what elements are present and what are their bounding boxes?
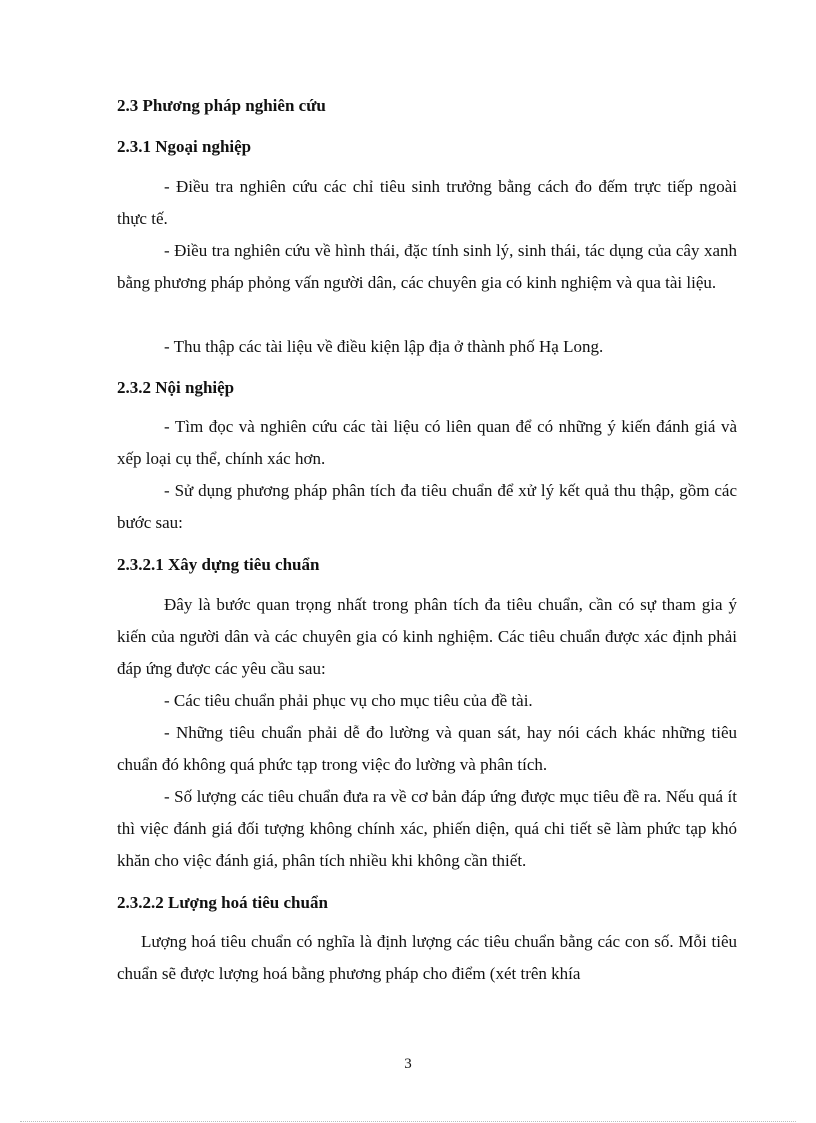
page-bottom-divider (20, 1121, 796, 1122)
luong-hoa-paragraph: Lượng hoá tiêu chuẩn có nghĩa là định lượng các tiêu chuẩn bằng các con số. Mỗi tiêu chuẩn sẽ được lượng hoá bằng phương pháp cho điểm (xét trên khía (117, 932, 737, 983)
xay-dung-item-2: - Những tiêu chuẩn phải dễ đo lường và quan sát, hay nói cách khác những tiêu chuẩn đó không quá phức tạp trong việc đo lường và phân tích. (117, 723, 737, 774)
ngoai-nghiep-item-3: - Thu thập các tài liệu về điều kiện lập địa ở thành phố Hạ Long. (164, 337, 604, 356)
section-2-3-1-heading: 2.3.1 Ngoại nghiệp (117, 137, 252, 156)
page-number: 3 (404, 1056, 412, 1072)
section-2-3-heading: 2.3 Phương pháp nghiên cứu (117, 96, 326, 115)
section-2-3-2-2-heading: 2.3.2.2 Lượng hoá tiêu chuẩn (117, 893, 328, 912)
section-2-3-2-heading: 2.3.2 Nội nghiệp (117, 378, 235, 397)
noi-nghiep-item-2: - Sử dụng phương pháp phân tích đa tiêu chuẩn để xử lý kết quả thu thập, gồm các bước sau: (117, 481, 737, 532)
xay-dung-intro: Đây là bước quan trọng nhất trong phân tích đa tiêu chuẩn, cần có sự tham gia ý kiến của người dân và các chuyên gia có kinh nghiệm. Các tiêu chuẩn được xác định phải đáp ứng được các yêu cầu sau: (117, 595, 737, 678)
xay-dung-item-1: - Các tiêu chuẩn phải phục vụ cho mục tiêu của đề tài. (164, 691, 533, 710)
noi-nghiep-item-1: - Tìm đọc và nghiên cứu các tài liệu có liên quan để có những ý kiến đánh giá và xếp loại cụ thể, chính xác hơn. (117, 417, 737, 468)
section-2-3-2-1-heading: 2.3.2.1 Xây dựng tiêu chuẩn (117, 555, 320, 574)
xay-dung-item-3: - Số lượng các tiêu chuẩn đưa ra về cơ bản đáp ứng được mục tiêu đề ra. Nếu quá ít thì việc đánh giá đối tượng không chính xác, phiến diện, quá chi tiết sẽ làm phức tạp khó khăn cho việc đánh giá, phân tích nhiều khi không cần thiết. (117, 787, 737, 870)
ngoai-nghiep-item-1: - Điều tra nghiên cứu các chỉ tiêu sinh trưởng bằng cách đo đếm trực tiếp ngoài thực tế. (117, 177, 737, 228)
ngoai-nghiep-item-2: - Điều tra nghiên cứu về hình thái, đặc tính sinh lý, sinh thái, tác dụng của cây xanh bằng phương pháp phỏng vấn người dân, các chuyên gia có kinh nghiệm và qua tài liệu. (117, 241, 737, 292)
